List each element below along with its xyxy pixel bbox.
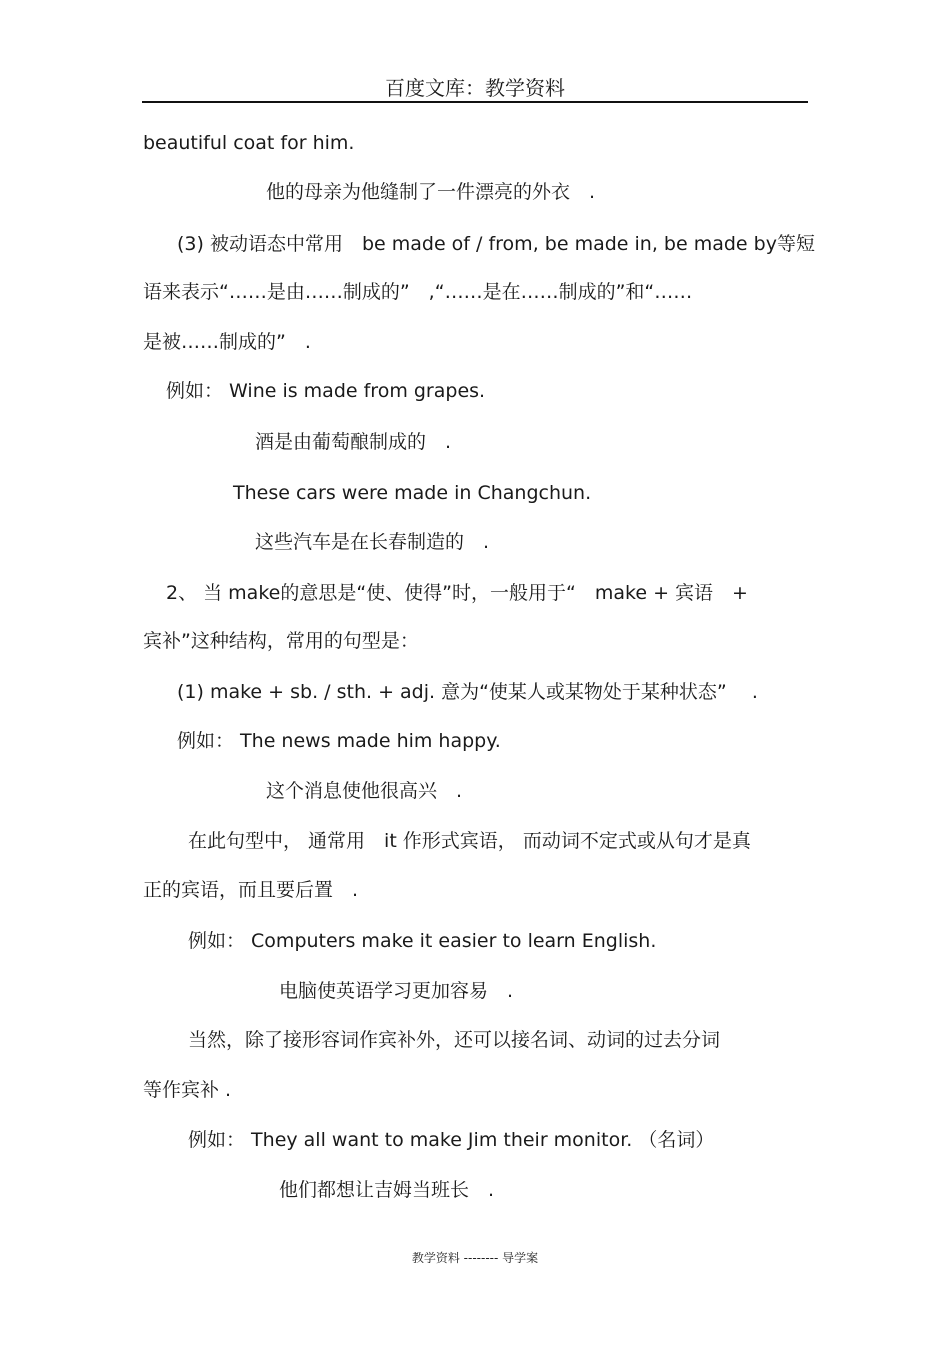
text-line: 在此句型中， 通常用 it 作形式宾语， 而动词不定式或从句才是真: [188, 830, 751, 852]
text-line: These cars were made in Changchun.: [233, 482, 592, 504]
text-line: 电脑使英语学习更加容易 .: [279, 980, 514, 1002]
text-line: beautiful coat for him.: [143, 132, 355, 154]
text-line: 他们都想让吉姆当班长 .: [279, 1179, 495, 1201]
text-line: 例如： Wine is made from grapes.: [166, 380, 486, 402]
text-line: (3) 被动语态中常用 be made of / from, be made in, be made by等短: [177, 233, 815, 255]
text-line: 例如： The news made him happy.: [177, 730, 501, 752]
text-line: 2、 当 make的意思是“使、使得”时，一般用于“ make + 宾语 +: [166, 582, 748, 604]
header-divider: [142, 101, 808, 103]
text-line: 语来表示“……是由……制成的” ,“……是在……制成的”和“……: [143, 281, 693, 303]
text-line: 他的母亲为他缝制了一件漂亮的外衣 .: [266, 181, 596, 203]
text-line: 例如： Computers make it easier to learn English.: [188, 930, 657, 952]
text-line: 当然，除了接形容词作宾补外，还可以接名词、动词的过去分词: [188, 1029, 721, 1051]
text-line: 这个消息使他很高兴 .: [266, 780, 463, 802]
text-line: 正的宾语，而且要后置 .: [143, 879, 359, 901]
page-header-title: 百度文库：教学资料: [385, 76, 565, 100]
text-line: 等作宾补 .: [143, 1079, 232, 1101]
text-line: (1) make + sb. / sth. + adj. 意为“使某人或某物处于某种状态” .: [177, 681, 758, 703]
text-line: 例如： They all want to make Jim their monitor. （名词）: [188, 1129, 715, 1151]
text-line: 宾补”这种结构，常用的句型是：: [143, 630, 419, 652]
text-line: 酒是由葡萄酿制成的 .: [255, 431, 452, 453]
page-footer: 教学资料 -------- 导学案: [411, 1251, 539, 1265]
text-line: 这些汽车是在长春制造的 .: [255, 531, 490, 553]
text-line: 是被……制成的” .: [143, 331, 311, 353]
